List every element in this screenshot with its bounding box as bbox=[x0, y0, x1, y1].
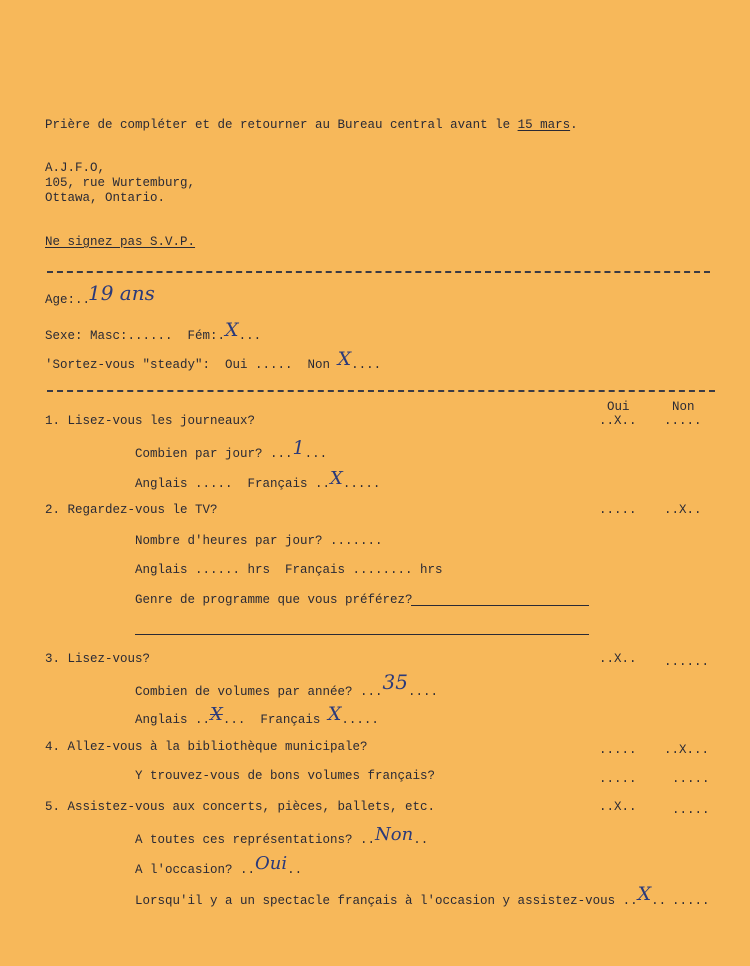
divider-top bbox=[47, 271, 710, 273]
q3-sub2-mark-b: X bbox=[327, 703, 342, 725]
q5-sub1-value: Non bbox=[375, 824, 414, 845]
q1-sub1-label: Combien par jour? ... bbox=[135, 447, 293, 461]
q2-non: ..X.. bbox=[664, 503, 702, 517]
q5-non: ..... bbox=[672, 803, 710, 817]
anonymity-note: Ne signez pas S.V.P. bbox=[45, 235, 196, 249]
q1-text: 1. Lisez-vous les journeaux? bbox=[45, 414, 256, 428]
q3-text: 3. Lisez-vous? bbox=[45, 652, 151, 666]
q5-sub2-label: A l'occasion? .. bbox=[135, 863, 256, 877]
q3-sub1-label: Combien de volumes par année? ... bbox=[135, 685, 383, 699]
q3-sub2-label-a: Anglais .. bbox=[135, 713, 211, 727]
steady-label: 'Sortez-vous "steady": Oui ..... Non bbox=[45, 358, 338, 372]
q1-sub1 bbox=[135, 437, 328, 462]
age-row bbox=[45, 293, 90, 308]
q3-sub2 bbox=[135, 703, 379, 728]
org-city: Ottawa, Ontario. bbox=[45, 191, 166, 205]
q5-sub3 bbox=[135, 883, 667, 909]
q4-sub1-oui: ..... bbox=[599, 772, 637, 786]
deadline: 15 mars bbox=[517, 118, 571, 132]
q3-sub2-label-b: ... Français bbox=[222, 713, 328, 727]
q4-text: 4. Allez-vous à la bibliothèque municipale? bbox=[45, 740, 368, 754]
q1-non: ..... bbox=[664, 414, 702, 428]
sexe-label: Sexe: Masc:...... Fém:. bbox=[45, 329, 226, 343]
instruction-prefix: Prière de compléter et de retourner au Bureau central avant le bbox=[45, 118, 518, 132]
q3-sub1-value: 35 bbox=[382, 670, 408, 694]
q2-sub3-answer-line bbox=[411, 605, 589, 606]
q1-sub1-suffix: ... bbox=[304, 447, 328, 461]
sexe-row bbox=[45, 319, 262, 344]
q1-sub1-value: 1 bbox=[292, 437, 305, 459]
org-name: A.J.F.O, bbox=[45, 161, 106, 175]
q5-sub2-value: Oui bbox=[255, 853, 288, 874]
q2-sub3: Genre de programme que vous préférez? bbox=[135, 593, 413, 607]
q3-oui-value: ..X.. bbox=[599, 652, 637, 666]
column-oui: Oui bbox=[607, 400, 630, 414]
q3-sub1 bbox=[135, 670, 439, 700]
q1-sub2 bbox=[135, 468, 381, 492]
q5-sub3-suffix: .. bbox=[651, 894, 667, 908]
q5-oui: ..X.. bbox=[599, 800, 637, 814]
q4-non: ..X... bbox=[664, 743, 710, 757]
steady-row bbox=[45, 348, 382, 373]
q1-oui: ..X.. bbox=[599, 414, 637, 428]
q3-non: ...... bbox=[664, 655, 710, 669]
q5-sub3-label: Lorsqu'il y a un spectacle français à l'occasion y assistez-vous .. bbox=[135, 894, 638, 908]
q2-text: 2. Regardez-vous le TV? bbox=[45, 503, 218, 517]
steady-mark: X bbox=[337, 348, 352, 370]
q5-sub1 bbox=[135, 824, 429, 848]
q5-sub2 bbox=[135, 853, 303, 878]
q5-text: 5. Assistez-vous aux concerts, pièces, ballets, etc. bbox=[45, 800, 436, 814]
q2-oui: ..... bbox=[599, 503, 637, 517]
org-street: 105, rue Wurtemburg, bbox=[45, 176, 196, 190]
q2-sub1: Nombre d'heures par jour? ....... bbox=[135, 534, 383, 548]
sexe-fem-mark: X bbox=[225, 319, 239, 341]
q5-sub3-non: ..... bbox=[672, 894, 710, 908]
q3-sub1-suffix: .... bbox=[408, 685, 439, 699]
q2-sub2: Anglais ...... hrs Français ........ hrs bbox=[135, 563, 443, 577]
age-value: 19 ans bbox=[88, 281, 155, 305]
q5-sub3-mark: X bbox=[637, 883, 652, 905]
q3-sub2-suffix: ..... bbox=[341, 713, 379, 727]
q5-sub2-suffix: .. bbox=[287, 863, 303, 877]
q1-sub2-mark: X bbox=[330, 468, 343, 489]
q4-sub1-non: ..... bbox=[672, 772, 710, 786]
q1-sub2-label: Anglais ..... Français .. bbox=[135, 477, 331, 491]
q4-sub1: Y trouvez-vous de bons volumes français? bbox=[135, 769, 436, 783]
q5-sub1-label: A toutes ces représentations? .. bbox=[135, 833, 376, 847]
q3-oui bbox=[599, 652, 637, 667]
q5-sub1-suffix: .. bbox=[413, 833, 429, 847]
divider-middle bbox=[47, 390, 715, 392]
q3-sub2-mark-a: X bbox=[210, 704, 223, 725]
q1-sub2-suffix: ..... bbox=[342, 477, 381, 491]
age-label: Age:.. bbox=[45, 293, 91, 307]
q2-extra-answer-line bbox=[135, 634, 589, 635]
instruction-suffix: . bbox=[570, 118, 578, 132]
column-non: Non bbox=[672, 400, 695, 414]
steady-suffix: .... bbox=[351, 358, 382, 372]
instruction-line bbox=[45, 118, 578, 133]
q4-oui: ..... bbox=[599, 743, 637, 757]
sexe-suffix: ... bbox=[238, 329, 262, 343]
